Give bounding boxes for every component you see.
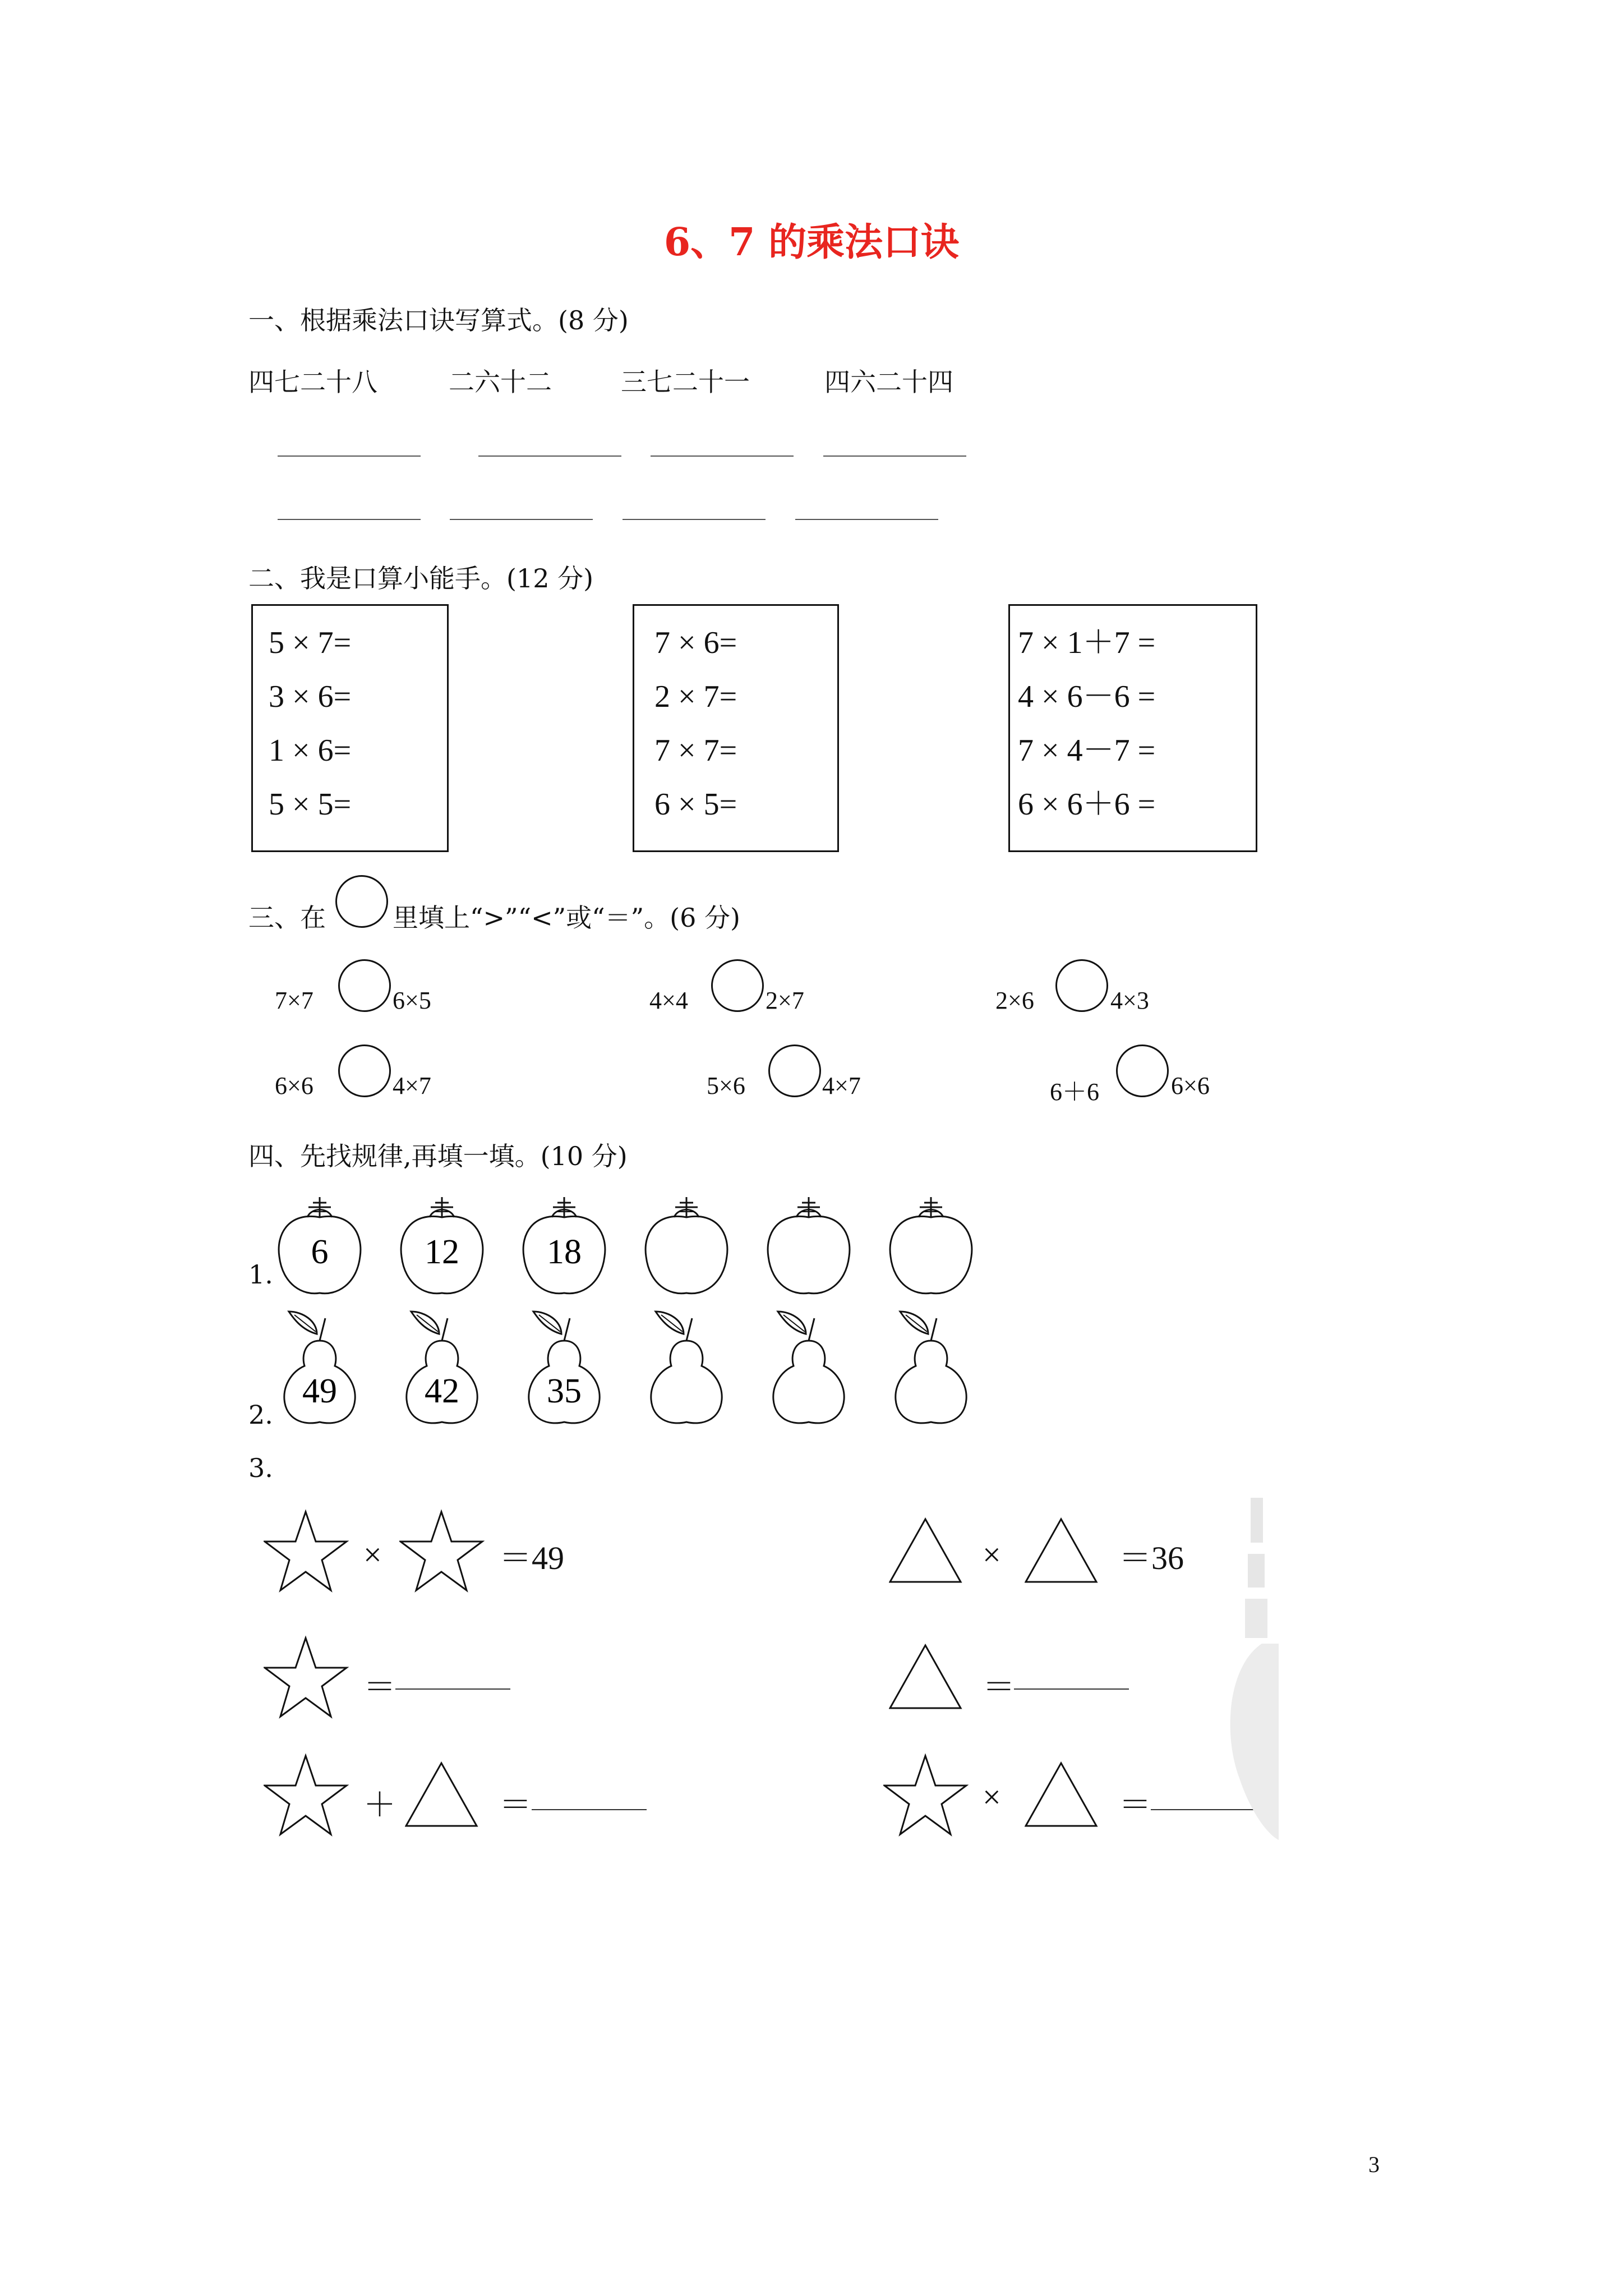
section-1-heading: 一、根据乘法口诀写算式。(8 分) [248,305,629,335]
answer-blank[interactable] [278,455,421,457]
calc-box-2 [633,604,839,852]
question-2-label: 2. [248,1400,273,1430]
triangle-icon [405,1759,479,1829]
calc-item: 7 × 7= [654,733,737,768]
calc-item: 4 × 6－6 = [1018,679,1156,714]
pear-value: 42 [425,1372,459,1410]
pear-icon[interactable] [896,1312,966,1423]
answer-blank[interactable] [478,455,621,457]
apple-sequence [275,1189,993,1301]
triangle-icon [889,1641,963,1711]
compare-right: 6×5 [393,987,431,1014]
compare-circle[interactable] [338,959,391,1012]
compare-circle[interactable] [768,1045,821,1097]
watermark-logo [1217,1498,1279,1846]
answer-blank[interactable] [450,519,593,520]
triangle-equation-result: ＝36 [1119,1540,1184,1576]
answer-blank[interactable] [823,455,966,457]
rhyme-2: 二六十二 [449,367,552,397]
equals-sign: ＝ [499,1787,532,1823]
section-3-heading: 里填上“>”“<”或“＝”。(6 分) [393,903,740,933]
rhyme-4: 四六二十四 [824,367,953,397]
compare-right: 4×7 [393,1072,431,1099]
compare-left: 6×6 [275,1072,313,1099]
equals-sign: ＝ [1119,1787,1152,1823]
compare-right: 2×7 [766,987,804,1014]
answer-blank[interactable] [651,455,794,457]
star-icon [264,1635,349,1719]
pear-icon[interactable] [773,1312,844,1423]
compare-left: 2×6 [995,987,1034,1014]
question-1-label: 1. [248,1259,273,1290]
answer-blank[interactable] [532,1809,647,1810]
apple-value: 12 [425,1233,459,1271]
compare-left: 7×7 [275,987,313,1014]
pear-value: 49 [302,1372,337,1410]
plus-sign: ＋ [363,1787,396,1823]
star-icon [264,1509,349,1593]
calc-item: 7 × 1＋7 = [1018,625,1156,660]
star-icon [399,1509,485,1593]
apple-icon[interactable] [768,1197,850,1294]
calc-item: 6 × 6＋6 = [1018,787,1156,822]
pear-value: 35 [547,1372,582,1410]
calc-item: 3 × 6= [269,679,352,714]
compare-left: 5×6 [707,1072,745,1099]
calc-item: 6 × 5= [654,787,737,822]
apple-value: 18 [547,1233,582,1271]
triangle-icon [889,1515,963,1585]
times-sign: × [983,1779,1001,1815]
apple-value: 6 [311,1233,329,1271]
calc-item: 1 × 6= [269,733,352,768]
pear-icon[interactable] [651,1312,722,1423]
calc-item: 5 × 7= [269,625,352,660]
compare-circle[interactable] [1055,959,1108,1012]
rhyme-1: 四七二十八 [248,367,377,397]
equals-sign: ＝ [363,1669,396,1705]
star-equation-result: ＝49 [499,1540,565,1576]
answer-blank[interactable] [623,519,766,520]
compare-right: 4×7 [822,1072,861,1099]
compare-right: 4×3 [1110,987,1149,1014]
equals-sign: ＝ [983,1669,1016,1705]
section-2-heading: 二、我是口算小能手。(12 分) [248,563,594,593]
page-title: 6、7 的乘法口诀 [663,220,960,265]
compare-left: 6＋6 [1050,1078,1099,1106]
calc-item: 7 × 6= [654,625,737,660]
compare-circle[interactable] [338,1045,391,1097]
compare-circle[interactable] [711,959,764,1012]
star-icon [883,1753,969,1837]
answer-blank[interactable] [395,1688,510,1690]
triangle-icon [1025,1515,1099,1585]
compare-circle[interactable] [1116,1045,1169,1097]
compare-left: 4×4 [649,987,688,1014]
calc-item: 7 × 4－7 = [1018,733,1156,768]
calc-item: 2 × 7= [654,679,737,714]
section-4-heading: 四、先找规律,再填一填。(10 分) [248,1141,628,1171]
circle-icon [335,875,388,928]
page-number: 3 [1368,2152,1380,2177]
pear-sequence [278,1307,995,1430]
apple-icon[interactable] [645,1197,727,1294]
star-icon [264,1753,349,1837]
calc-item: 5 × 5= [269,787,352,822]
apple-icon[interactable] [890,1197,972,1294]
triangle-icon [1025,1759,1099,1829]
times-sign: × [363,1536,382,1573]
answer-blank[interactable] [795,519,938,520]
section-3-heading-prefix: 三、在 [248,903,326,933]
rhyme-3: 三七二十一 [621,367,750,397]
answer-blank[interactable] [278,519,421,520]
compare-right: 6×6 [1171,1072,1210,1099]
calc-box-1 [251,604,449,852]
answer-blank[interactable] [1014,1688,1129,1690]
question-3-label: 3. [248,1453,273,1483]
calc-box-3 [1008,604,1257,852]
times-sign: × [983,1536,1001,1573]
